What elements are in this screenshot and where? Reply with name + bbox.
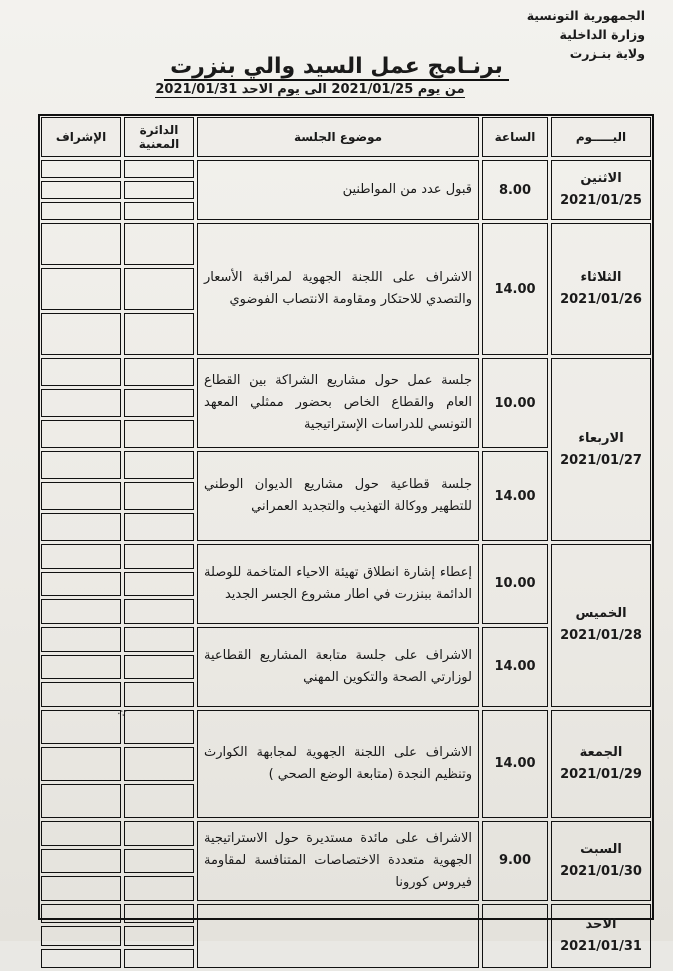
supervision-cell <box>41 849 121 874</box>
supervision-cell <box>41 389 121 417</box>
supervision-cell <box>41 160 121 178</box>
supervision-cell <box>41 223 121 265</box>
supervision-cell <box>41 599 121 624</box>
document-title: برنـامج عمل السيد والي بنزرت <box>0 54 673 79</box>
day-name: الاربعاء <box>578 430 624 446</box>
ink-mark: ·:· <box>115 704 130 721</box>
department-cell <box>124 876 194 901</box>
session-time: 14.00 <box>482 451 548 541</box>
supervision-cell <box>41 451 121 479</box>
department-cell <box>124 223 194 265</box>
supervision-cell <box>41 821 121 846</box>
day-name: الاحد <box>585 916 617 932</box>
supervision-cell <box>41 876 121 901</box>
session-time: 10.00 <box>482 544 548 624</box>
schedule-table <box>38 114 654 971</box>
department-cell <box>124 482 194 510</box>
department-cell <box>124 389 194 417</box>
supervision-cell <box>41 904 121 923</box>
session-time <box>482 904 548 968</box>
department-cell <box>124 268 194 310</box>
department-cell <box>124 784 194 818</box>
day-date: 2021/01/30 <box>560 863 642 879</box>
supervision-cell <box>41 949 121 968</box>
supervision-cell <box>41 544 121 569</box>
day-cell <box>551 904 651 968</box>
department-cell <box>124 655 194 680</box>
day-cell <box>551 358 651 541</box>
department-cell <box>124 821 194 846</box>
session-topic: الاشراف على اللجنة الجهوية لمراقبة الأسعار والتصدي للاحتكار ومقاومة الانتصاب الفوضوي <box>197 223 479 355</box>
letterhead-republic: الجمهورية التونسية <box>526 8 645 23</box>
supervision-cell <box>41 747 121 781</box>
department-cell <box>124 358 194 386</box>
supervision-cell <box>41 784 121 818</box>
table-row <box>41 223 651 265</box>
day-cell <box>551 223 651 355</box>
department-cell <box>124 849 194 874</box>
department-cell <box>124 181 194 199</box>
department-cell <box>124 949 194 968</box>
department-cell <box>124 160 194 178</box>
table-row <box>41 358 651 386</box>
table-row <box>41 160 651 178</box>
table-row <box>41 710 651 744</box>
day-date: 2021/01/31 <box>560 938 642 954</box>
day-cell <box>551 160 651 220</box>
department-cell <box>124 202 194 220</box>
supervision-cell <box>41 313 121 355</box>
day-cell <box>551 544 651 707</box>
table-row <box>41 544 651 569</box>
supervision-cell <box>41 268 121 310</box>
table-row <box>41 821 651 846</box>
session-topic: جلسة عمل حول مشاريع الشراكة بين القطاع العام والقطاع الخاص بحضور ممثلي المعهد التونسي للدراسات الإستراتيجية <box>197 358 479 448</box>
col-header-department: الدائرة المعنية <box>124 117 194 157</box>
department-cell <box>124 313 194 355</box>
department-cell <box>124 627 194 652</box>
supervision-cell <box>41 202 121 220</box>
session-time: 9.00 <box>482 821 548 901</box>
session-topic <box>197 904 479 968</box>
department-cell <box>124 904 194 923</box>
session-topic: الاشراف على مائدة مستديرة حول الاستراتيجية الجهوية متعددة الاختصاصات المتنافسة لمقاومة فيروس كورونا <box>197 821 479 901</box>
session-time: 8.00 <box>482 160 548 220</box>
supervision-cell <box>41 710 121 744</box>
day-cell <box>551 710 651 818</box>
day-date: 2021/01/27 <box>560 452 642 468</box>
department-cell <box>124 926 194 945</box>
day-date: 2021/01/29 <box>560 766 642 782</box>
day-name: الجمعة <box>579 744 623 760</box>
col-header-time: الساعة <box>482 117 548 157</box>
day-cell <box>551 821 651 901</box>
session-topic: إعطاء إشارة انطلاق تهيئة الاحياء المتاخمة للوصلة الدائمة ببنزرت في اطار مشروع الجسر الجديد <box>197 544 479 624</box>
supervision-cell <box>41 181 121 199</box>
letterhead-ministry: وزارة الداخلية <box>559 27 645 42</box>
department-cell <box>124 747 194 781</box>
letterhead-governorate: ولاية بنـزرت <box>569 46 645 61</box>
department-cell <box>124 599 194 624</box>
day-date: 2021/01/25 <box>560 193 642 208</box>
table-row <box>41 904 651 923</box>
session-topic: جلسة قطاعية حول مشاريع الديوان الوطني للتطهير ووكالة التهذيب والتجديد العمراني <box>197 451 479 541</box>
supervision-cell <box>41 926 121 945</box>
department-cell <box>124 572 194 597</box>
document-subtitle: من يوم 2021/01/25 الى يوم الاحد 2021/01/31 <box>155 82 465 97</box>
department-cell <box>124 451 194 479</box>
session-time: 14.00 <box>482 710 548 818</box>
department-cell <box>124 710 194 744</box>
supervision-cell <box>41 420 121 448</box>
day-date: 2021/01/28 <box>560 628 642 644</box>
day-date: 2021/01/26 <box>560 292 642 307</box>
supervision-cell <box>41 358 121 386</box>
session-topic: الاشراف على اللجنة الجهوية لمجابهة الكوارث وتنظيم النجدة (متابعة الوضع الصحي ) <box>197 710 479 818</box>
supervision-cell <box>41 482 121 510</box>
col-header-day: اليـــــوم <box>551 117 651 157</box>
day-name: الثلاثاء <box>580 270 622 285</box>
department-cell <box>124 513 194 541</box>
session-topic: الاشراف على جلسة متابعة المشاريع القطاعية لوزارتي الصحة والتكوين المهني <box>197 627 479 707</box>
day-name: الخميس <box>575 606 627 622</box>
supervision-cell <box>41 655 121 680</box>
session-time: 10.00 <box>482 358 548 448</box>
session-topic: قبول عدد من المواطنين <box>197 160 479 220</box>
col-header-supervision: الإشراف <box>41 117 121 157</box>
supervision-cell <box>41 682 121 707</box>
department-cell <box>124 420 194 448</box>
session-time: 14.00 <box>482 627 548 707</box>
supervision-cell <box>41 572 121 597</box>
day-name: الاثنين <box>580 171 622 186</box>
supervision-cell <box>41 513 121 541</box>
day-name: السبت <box>580 841 622 857</box>
department-cell <box>124 544 194 569</box>
table-header-row <box>41 117 651 157</box>
department-cell <box>124 682 194 707</box>
supervision-cell <box>41 627 121 652</box>
session-time: 14.00 <box>482 223 548 355</box>
col-header-topic: موضوع الجلسة <box>197 117 479 157</box>
